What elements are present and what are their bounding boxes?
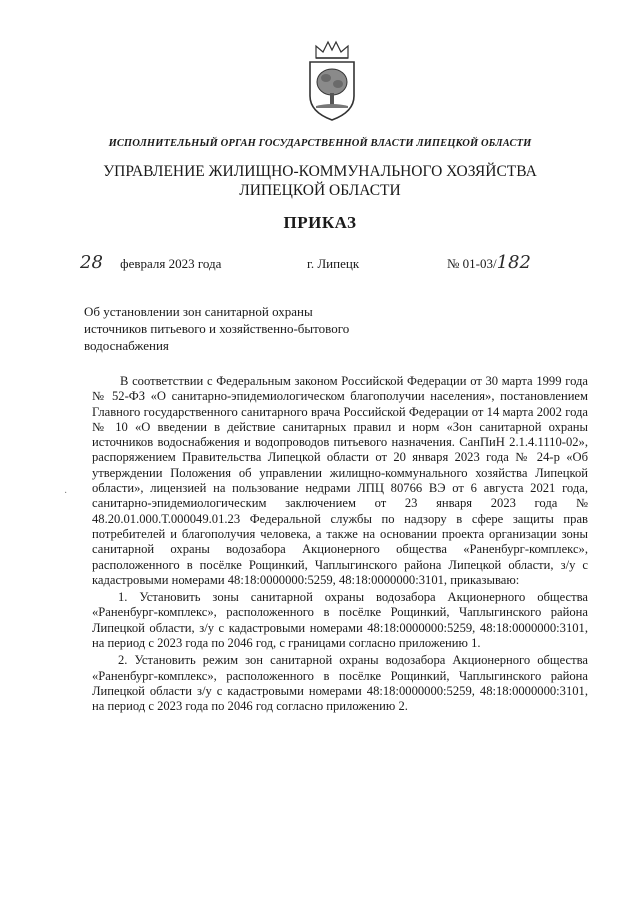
order-meta (0, 252, 640, 276)
order-subject (84, 303, 404, 354)
order-day-handwritten: 28 (80, 252, 103, 273)
subject-line-1: Об установлении зон санитарной охраны (84, 304, 313, 319)
order-month-year: февраля 2023 года (120, 256, 222, 271)
order-body (92, 374, 588, 717)
department-line-1: УПРАВЛЕНИЕ ЖИЛИЩНО-КОММУНАЛЬНОГО ХОЗЯЙСТВА (103, 163, 537, 180)
document-type: ПРИКАЗ (283, 213, 357, 232)
order-number-handwritten: 182 (496, 252, 531, 273)
margin-mark: · (64, 488, 68, 499)
coat-of-arms-icon (300, 40, 364, 122)
order-item-1: 1. Установить зоны санитарной охраны водозабора Акционерного общества «Раненбург-комплекс», расположенного в посёлке Рощинкий, Чаплыгинского района Липецкой области, з/у с кадастровыми номерами 48:18:0000000:5259, 48:18:0000000:3101, на период с 2023 года по 2046 год, с границами согласно приложению 1. (92, 590, 588, 651)
department-line-2: ЛИПЕЦКОЙ ОБЛАСТИ (239, 182, 401, 199)
preamble-paragraph: В соответствии с Федеральным законом Российской Федерации от 30 марта 1999 года № 52-ФЗ «О санитарно-эпидемиологическом благополучии населения», постановлением Главного государственного санитарного врача Российской Федерации от 14 марта 2002 года № 10 «О введении в действие санитарных правил и норм «Зон санитарной охраны источников водоснабжения и водопроводов питьевого назначения. СанПиН 2.1.4.1110-02», распоряжением Правительства Липецкой области от 20 января 2023 года № 24-р «Об утверждении Положения об управлении жилищно-коммунального хозяйства Липецкой области», лицензией на пользование недрами ЛПЦ 80766 ВЭ от 6 августа 2021 года, санитарно-эпидемиологическим заключением от 23 января 2023 года № 48.20.01.000.Т.000049.01.23 Федеральной службы по надзору в сфере защиты прав потребителей и благополучия человека, а также на основании проекта организации зоны санитарной охраны водозабора Акционерного общества «Раненбург-комплекс», расположенного в посёлке Рощинкий, Чаплыгинского района Липецкой области, з/у с кадастровыми номерами 48:18:0000000:5259, 48:18:0000000:3101, приказываю: (92, 374, 588, 587)
subject-line-3: водоснабжения (84, 338, 169, 353)
order-number-prefix: № 01-03/ (447, 256, 497, 271)
subject-line-2: источников питьевого и хозяйственно-бытового (84, 321, 350, 336)
order-number (447, 252, 531, 273)
department-title (0, 162, 640, 200)
issuer-line: ИСПОЛНИТЕЛЬНЫЙ ОРГАН ГОСУДАРСТВЕННОЙ ВЛАСТИ ЛИПЕЦКОЙ ОБЛАСТИ (108, 138, 532, 149)
order-item-2: 2. Установить режим зон санитарной охраны водозабора Акционерного общества «Раненбург-комплекс», расположенного в посёлке Рощинкий, Чаплыгинского района Липецкой области з/у с кадастровыми номерами 48:18:0000000:5259, 48:18:0000000:3101, на период с 2023 года по 2046 год согласно приложению 2. (92, 653, 588, 714)
order-date (80, 252, 221, 273)
order-place: г. Липецк (307, 256, 360, 271)
